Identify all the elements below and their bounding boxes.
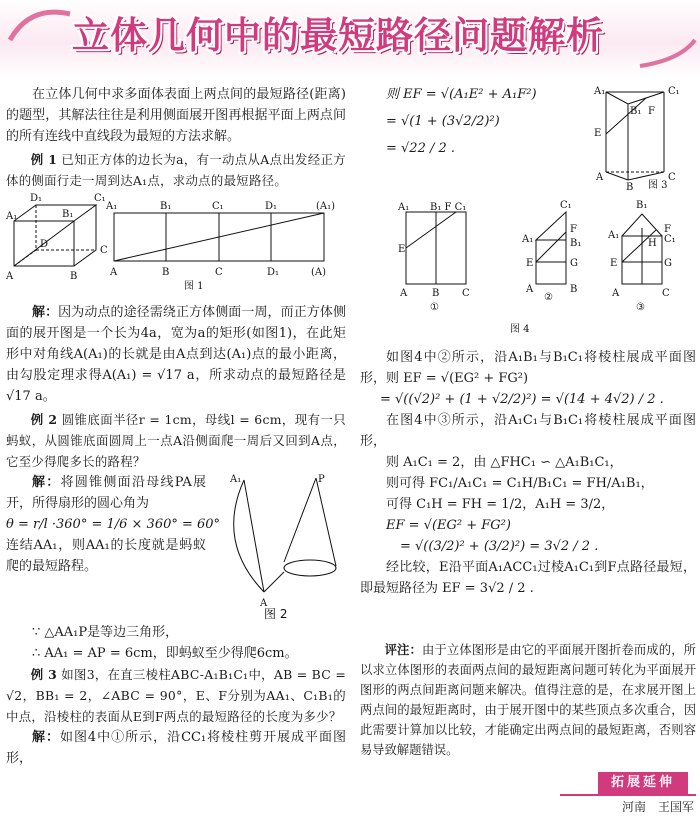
fig1-net-A1: A₁ — [106, 201, 118, 212]
section-tag: 拓展延伸 — [598, 772, 688, 794]
fig4-sub-1: ① — [430, 302, 439, 313]
fig4c-label-G: G — [664, 258, 672, 269]
example2-statement — [6, 409, 346, 472]
example3-label: 例 3 — [30, 667, 58, 682]
fig2-label-A: A — [260, 598, 268, 609]
fig2-label-A1: A₁ — [230, 474, 242, 485]
example3-text: 如图3，在直三棱柱ABC-A₁B₁C₁中，AB = BC = √2，BB₁ = 2，∠ABC = 90°，E、F分别为AA₁、C₁B₁的中点，沿棱柱的表面从E到F两点的最短路径的长度为多少？ — [6, 667, 346, 724]
example3-solution — [6, 727, 346, 769]
fig1-net-A1b: (A₁) — [316, 201, 336, 212]
fig4a-label-C: C — [462, 288, 470, 299]
fig4c-label-A: A — [612, 288, 620, 299]
fig1-label-B1: B₁ — [62, 209, 74, 220]
example1-solution-text: 因为动点的途径需绕正方体侧面一周，而正方体侧面的展开图是一个长为4a，宽为a的矩形(如图1)，在此矩形中对角线A(A₁)的长就是由A点到达(A₁)点的最小距离，由勾股定理求得A(A₁) = √17 a，所求动点的最短路径是√17 a。 — [6, 305, 346, 404]
fig3-label-C: C — [668, 172, 676, 183]
figure-1 — [6, 191, 346, 295]
example2-label: 例 2 — [30, 412, 58, 427]
fig4b-label-C1: C₁ — [560, 200, 572, 211]
intro-paragraph: 在立体几何中求多面体表面上两点间的最短路径(距离)的题型，其解法往往是利用侧面展开图再根据平面上两点间的所有连线中直线段为最短的方法求解。 — [6, 87, 346, 144]
fig4b-label-A: A — [526, 284, 534, 295]
figure2-caption: 图 2 — [264, 607, 288, 621]
fig4c-label-A1: A₁ — [608, 230, 620, 241]
example1-solution — [6, 302, 346, 407]
fig3-label-C1: C₁ — [668, 86, 680, 97]
fig4-case2-text: 如图4中②所示，沿A₁B₁与B₁C₁将棱柱展成平面图形，则 EF = √(EG² + FG²) — [360, 350, 696, 386]
fig4c-label-F: F — [664, 224, 671, 235]
figure3-caption: 图 3 — [648, 180, 668, 191]
fig1-label-A1: A₁ — [6, 211, 18, 222]
fig3-label-B1: B₁ — [630, 106, 642, 117]
fig1-label-D: D — [40, 239, 49, 250]
fig4-sub-2: ② — [544, 292, 553, 303]
fig3-label-F: F — [648, 106, 655, 117]
ef-derivation-block — [360, 84, 696, 192]
example2-solution-part1: 将圆锥侧面沿母线PA展开，所得扇形的圆心角为 — [6, 475, 206, 511]
example2-line4: ∴ AA₁ = AP = 6cm，即蚂蚁至少得爬6cm。 — [32, 646, 298, 661]
fig4b-label-E: E — [526, 258, 534, 269]
fig1-label-B: B — [70, 271, 78, 282]
example2-solution-part2: 连结AA₁，则AA₁的长度就是蚂蚁爬的最短路程。 — [6, 538, 206, 574]
fig4b-label-B: B — [570, 284, 578, 295]
fig4-case3-line5: = √((3/2)² + (3/2)²) = 3√2 / 2 . — [400, 539, 599, 554]
fig4c-label-E: E — [610, 258, 618, 269]
fig4-case3-line1: 则 A₁C₁ = 2，由 △FHC₁ ∽ △A₁B₁C₁， — [386, 455, 623, 470]
note-text: 由于立体图形是由它的平面展开图折卷而成的，所以求立体图形的表面两点间的最短距离问题可转化为平面展开图形的两点间距离问题来解决。值得注意的是，在求展开图上两点间的最短距离时，由于展开图中的某些顶点多次重合，因此需要计算加以比较，才能确定出两点间的最短距离，否则容易导致解题错误。 — [360, 643, 696, 757]
ef-equation-2: = √(1 + (3√2/2)²) — [386, 114, 500, 129]
author-credit: 河南 王国军 — [621, 800, 694, 814]
fig1-label-A: A — [6, 271, 14, 282]
fig1-net-Ab: (A) — [311, 267, 327, 278]
fig1-label-C: C — [100, 245, 108, 256]
fig4a-label-A1: A₁ — [398, 202, 410, 213]
fig3-label-B: B — [626, 182, 634, 192]
figure1-caption: 图 1 — [184, 281, 204, 292]
fig1-net-A: A — [110, 267, 118, 278]
fig1-label-C1: C₁ — [94, 193, 106, 204]
fig1-net-D1: D₁ — [265, 201, 278, 212]
fig4c-label-C1: C₁ — [664, 234, 676, 245]
left-column — [6, 84, 346, 769]
example1-label: 例 1 — [30, 152, 58, 167]
solution-label: 解： — [32, 475, 61, 490]
example2-line3: ∵ △AA₁P是等边三角形， — [32, 625, 179, 640]
example2-solution — [6, 472, 221, 577]
fig4b-label-G: G — [570, 258, 578, 269]
fig1-net-C1: C₁ — [212, 201, 224, 212]
example1-text: 已知正方体的边长为a，有一动点从A点出发经正方体的侧面行走一周到达A₁点，求动点的最短路径。 — [6, 152, 346, 188]
fig4-sub-3: ③ — [636, 302, 645, 313]
theta-equation: θ = r/l ·360° = 1/6 × 360° = 60° — [6, 517, 221, 532]
tag-underline — [560, 794, 696, 796]
example3-statement — [6, 664, 346, 727]
note-label: 评注： — [384, 642, 422, 657]
right-column — [360, 84, 696, 599]
fig4c-label-B1: B₁ — [636, 200, 648, 211]
fig4-case2-result: = √((√2)² + (1 + √2/2)²) = √(14 + 4√2) / 2 . — [380, 392, 664, 407]
fig4-case3-text: 在图4中③所示，沿A₁C₁与B₁C₁将棱柱展成平面图形， — [360, 413, 696, 449]
fig1-net-B1: B₁ — [160, 201, 172, 212]
fig1-net-C: C — [215, 267, 223, 278]
fig1-net-D: D₁ — [267, 267, 280, 278]
fig4-case3-line4: EF = √(EG² + FG²) — [386, 518, 511, 533]
example2-block — [6, 472, 346, 622]
example1-statement — [6, 149, 346, 191]
page-title: 立体几何中的最短路径问题解析 — [72, 14, 604, 57]
fig4a-label-A: A — [400, 288, 408, 299]
fig2-label-P: P — [318, 474, 325, 485]
fig1-net-B: B — [162, 267, 170, 278]
solution-label: 解： — [32, 305, 59, 320]
fig4a-label-B: B — [432, 288, 440, 299]
fig4b-label-F: F — [570, 224, 577, 235]
example3-solution-text: 如图4中①所示，沿CC₁将棱柱剪开展成平面图形， — [6, 730, 346, 766]
figure-3 — [592, 84, 692, 192]
title-banner — [0, 0, 700, 78]
fig4a-label-E: E — [398, 244, 406, 255]
fig4a-label-B1: B₁ F C₁ — [430, 202, 467, 213]
fig4c-label-H: H — [648, 238, 657, 249]
fig3-label-A: A — [596, 172, 604, 183]
fig1-label-D1: D₁ — [30, 193, 43, 204]
solution-label: 解： — [32, 730, 60, 745]
figure-2 — [212, 472, 346, 622]
ef-equation-1: 则 EF = √(A₁E² + A₁F²) — [386, 87, 537, 102]
fig4c-label-C: C — [662, 288, 670, 299]
figure4-caption: 图 4 — [510, 324, 530, 335]
fig3-label-A1: A₁ — [594, 86, 606, 97]
figure-4 — [360, 192, 696, 340]
fig4b-label-B1: B₁ — [570, 238, 582, 249]
fig4b-label-A1: A₁ — [522, 234, 534, 245]
fig4-case3-line2: 则可得 FC₁/A₁C₁ = C₁H/B₁C₁ = FH/A₁B₁， — [386, 476, 654, 491]
ef-equation-3: = √22 / 2 . — [386, 141, 456, 156]
comparison-conclusion: 经比较，E沿平面A₁ACC₁过棱A₁C₁到F点路径最短，即最短路径为 EF = 3√2 / 2 . — [360, 560, 696, 596]
fig4-case3-line3: 可得 C₁H = FH = 1/2，A₁H = 3/2， — [386, 497, 615, 512]
fig3-label-E: E — [594, 128, 602, 139]
example2-text: 圆锥底面半径r = 1cm，母线l = 6cm，现有一只蚂蚁，从圆锥底面圆周上一点A沿侧面爬一周后又回到A点，它至少得爬多长的路程？ — [6, 412, 346, 469]
commentary-note — [360, 640, 696, 760]
